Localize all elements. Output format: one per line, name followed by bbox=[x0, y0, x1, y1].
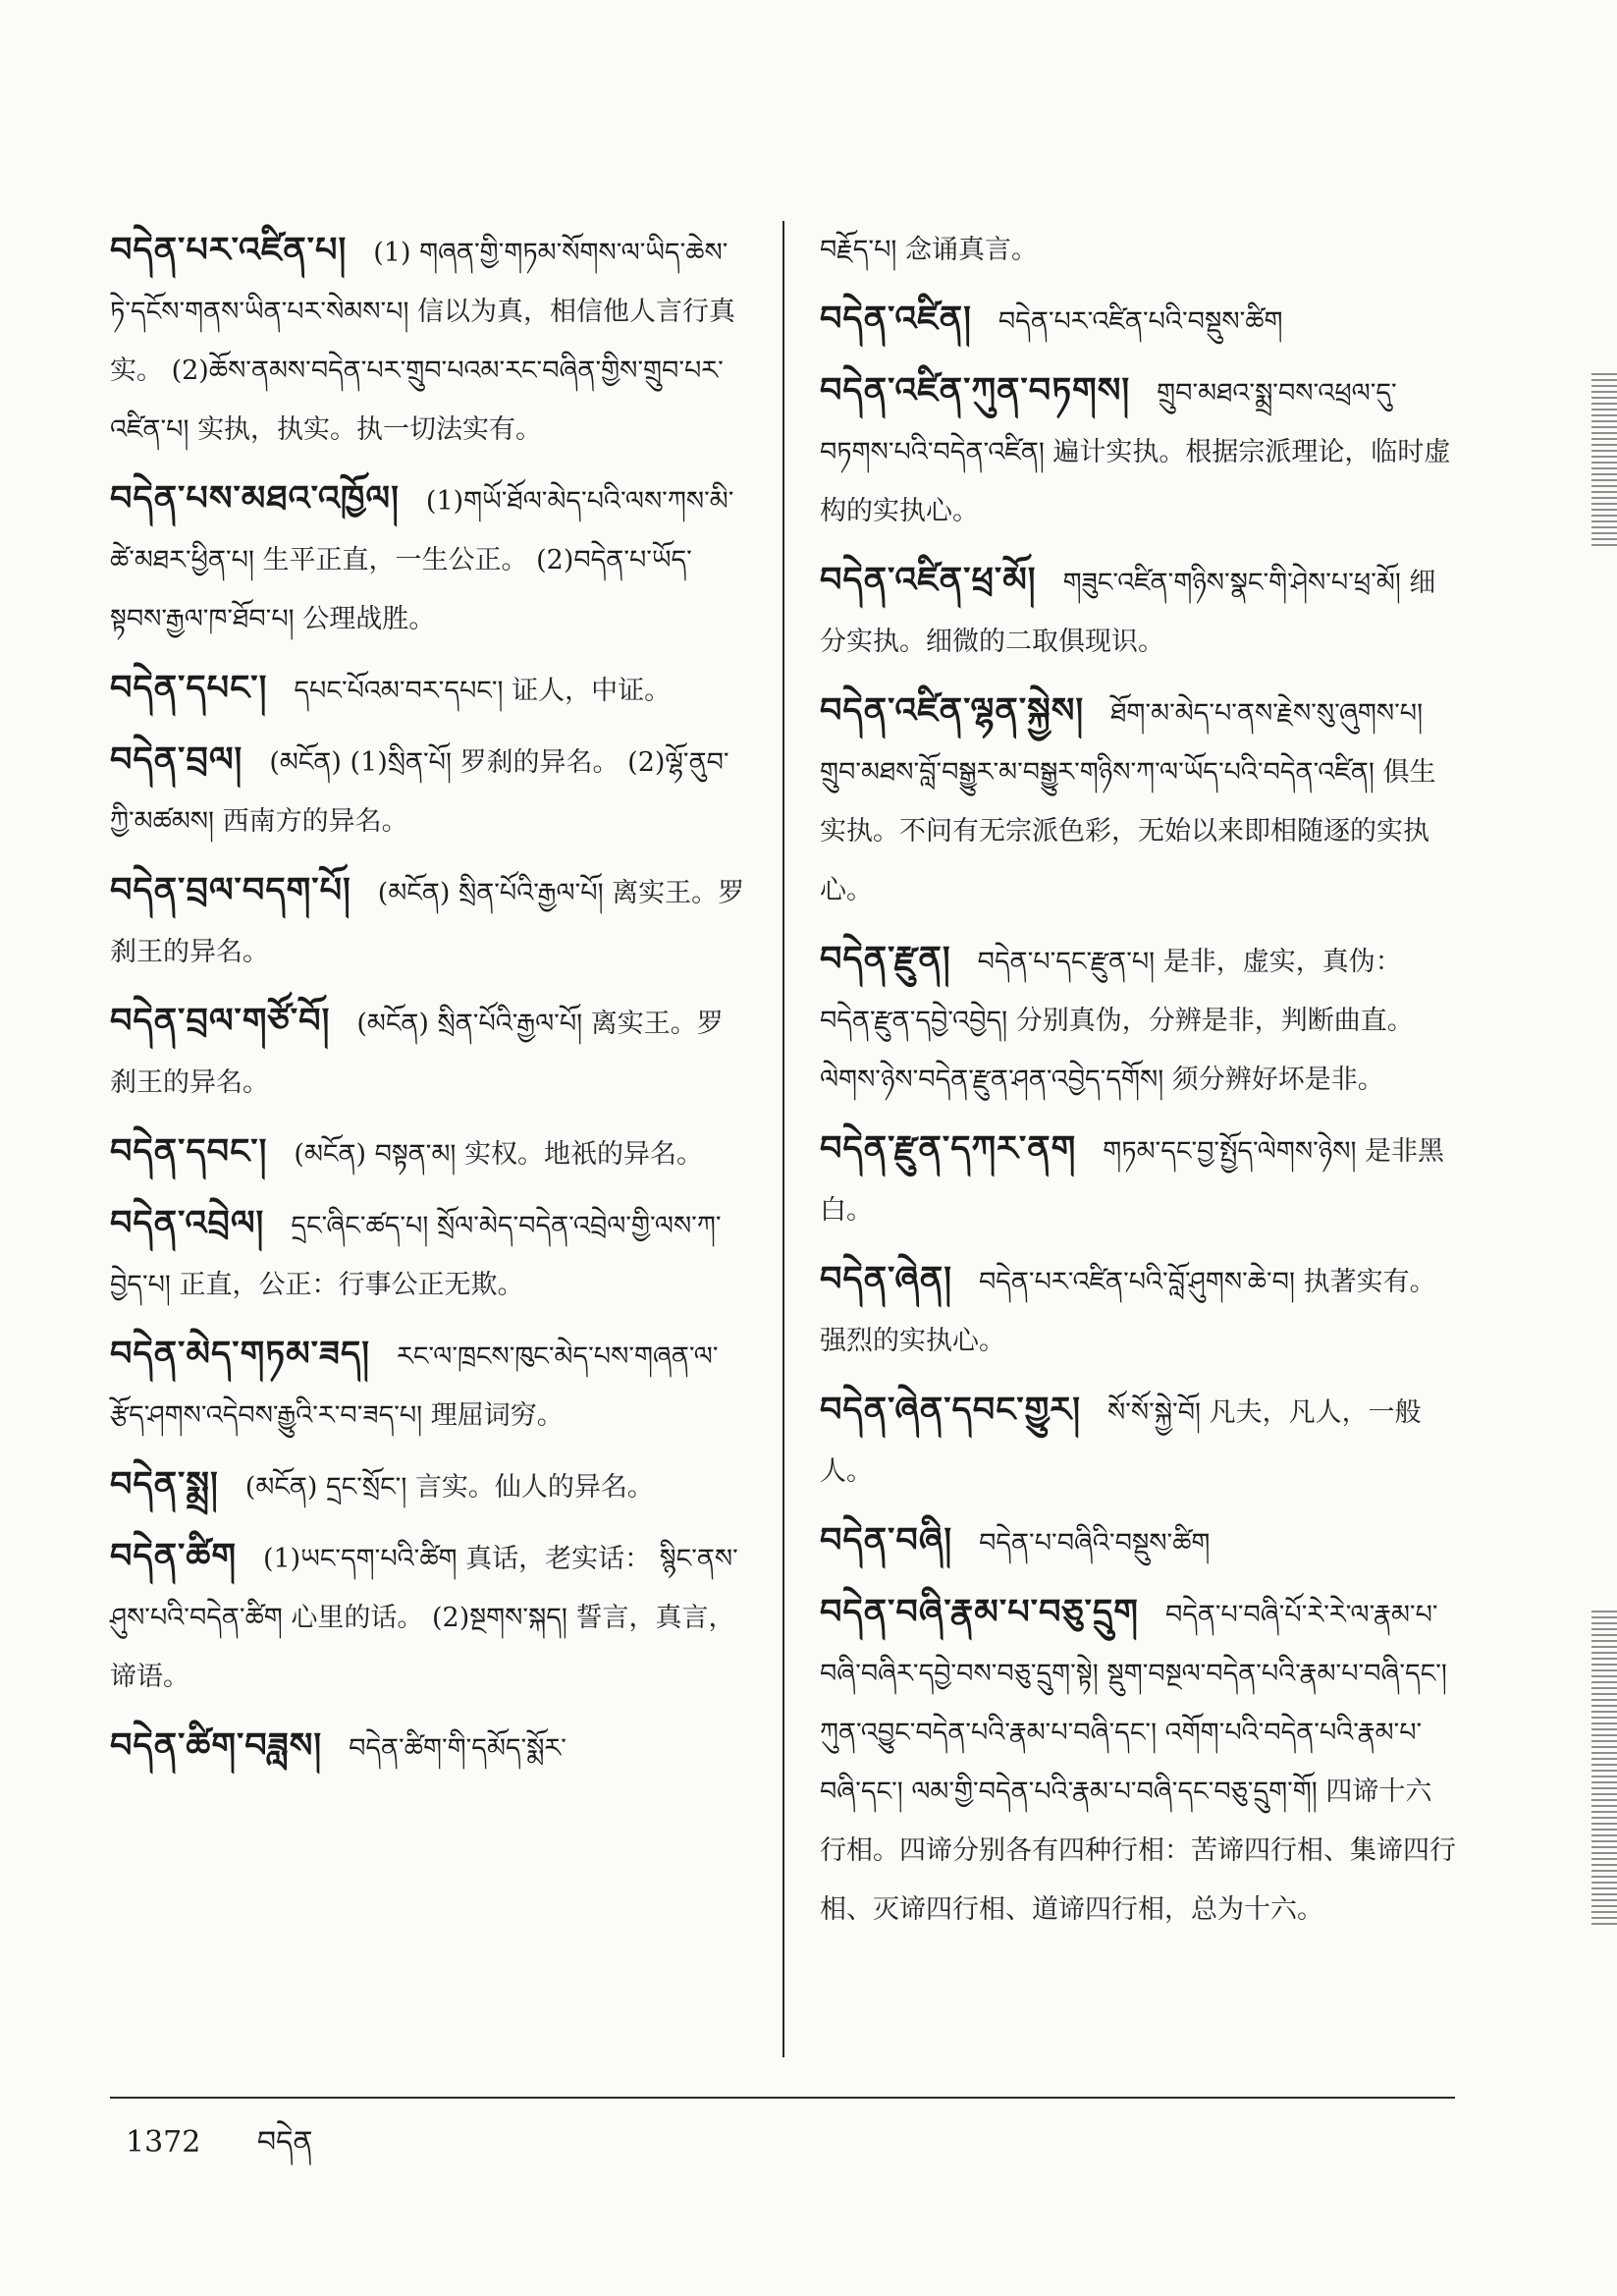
dictionary-entry bbox=[110, 861, 748, 982]
page-number: 1372 bbox=[126, 2125, 201, 2159]
chinese-translation: 正直，公正：行事公正无欺。 bbox=[179, 1270, 524, 1300]
tibetan-definition: བདེན་པར་འཛིན་པའི་བསྡུས་ཚིག bbox=[997, 306, 1283, 337]
dictionary-entry bbox=[820, 930, 1458, 1110]
tibetan-definition: (2)སྔགས་སྐད། bbox=[431, 1603, 567, 1633]
chinese-translation: 证人，中证。 bbox=[512, 676, 672, 706]
chinese-translation: 四谛十六行相。四谛分别各有四种行相：苦谛四行相、集谛四行相、灭谛四行相、道谛四行相，总为十六。 bbox=[820, 1777, 1456, 1925]
entry-headword: བདེན་ཞེན། bbox=[820, 1259, 952, 1299]
tibetan-definition: བདེན་རྫུན་དབྱེ་འབྱེད། bbox=[820, 1006, 1008, 1036]
entry-sense bbox=[245, 1472, 654, 1503]
entry-headword: བདེན་འཛིན་ཀུན་བཏགས། bbox=[820, 370, 1131, 410]
dictionary-entry bbox=[110, 992, 748, 1113]
dictionary-entry bbox=[110, 221, 748, 460]
chinese-translation: 生平正直，一生公正。 bbox=[262, 545, 528, 575]
entry-headword: བདེན་པས་མཐའ་འཁྱོལ། bbox=[110, 478, 400, 519]
entry-headword: བདེན་མེད་གཏམ་ཟད། bbox=[110, 1334, 371, 1374]
chinese-translation: 心里的话。 bbox=[291, 1603, 424, 1633]
tibetan-definition: བདེན་ཚིག་གི་དམོད་སྨོར་ bbox=[349, 1733, 566, 1764]
entry-sense bbox=[820, 1600, 1456, 1925]
tibetan-definition: བདེན་པར་འཛིན་པའི་བློ་ཤུགས་ཆེ་བ། bbox=[978, 1267, 1295, 1297]
entry-headword: བདེན་རྫུན། bbox=[820, 939, 951, 979]
chinese-translation: 罗刹的异名。 bbox=[459, 747, 620, 778]
tibetan-definition: གཏམ་དང་བྱ་སྤྱོད་ལེགས་ཉེས། bbox=[1103, 1136, 1357, 1167]
entry-headword: བདེན་དབང་། bbox=[110, 1131, 268, 1172]
entry-sense bbox=[349, 1733, 566, 1764]
entry-headword: བདེན་སྨྲ། bbox=[110, 1464, 219, 1504]
chinese-translation: 誓言，真言，谛语。 bbox=[110, 1603, 735, 1692]
dictionary-entry bbox=[820, 1120, 1458, 1240]
tibetan-definition: (མངོན) སྲིན་པོའི་རྒྱལ་པོ། bbox=[356, 1009, 583, 1039]
entry-sense bbox=[998, 306, 1283, 337]
chinese-translation: 真话，老实话： bbox=[465, 1544, 652, 1574]
entry-sense bbox=[978, 947, 1402, 977]
chinese-translation: 凡夫，凡人，一般人。 bbox=[820, 1397, 1422, 1487]
tibetan-definition: (མངོན) སྲིན་པོའི་རྒྱལ་པོ། bbox=[377, 878, 604, 908]
scan-edge-mark bbox=[1591, 373, 1617, 550]
dictionary-entry bbox=[110, 1122, 748, 1184]
entry-headword: བདེན་འབྲེལ། bbox=[110, 1203, 265, 1243]
chinese-translation: 执著实有。强烈的实执心。 bbox=[820, 1267, 1436, 1356]
entry-sense bbox=[820, 1006, 1414, 1036]
left-column bbox=[110, 221, 748, 1788]
tibetan-definition: སྙིང་ནས་ཤུས་པའི་བདེན་ཚིག bbox=[110, 1544, 738, 1633]
dictionary-entry bbox=[820, 290, 1458, 352]
chinese-translation: 是非，虚实，真伪： bbox=[1162, 947, 1402, 977]
tibetan-definition: བདེན་པ་དང་རྫུན་པ། bbox=[977, 947, 1156, 977]
entry-sense bbox=[263, 1544, 660, 1574]
chinese-translation: 实权。地祇的异名。 bbox=[464, 1139, 704, 1170]
tibetan-definition: ལེགས་ཉེས་བདེན་རྫུན་ཤན་འབྱེད་དགོས། bbox=[820, 1065, 1164, 1095]
dictionary-entry bbox=[110, 1194, 748, 1315]
entry-headword: བདེན་བྲལ། bbox=[110, 739, 243, 780]
dictionary-entry bbox=[110, 469, 748, 649]
tibetan-definition: སོ་སོ་སྐྱེ་བོ། bbox=[1107, 1397, 1202, 1428]
tibetan-definition: (2)བདེན་པ་ཡོད་སྟབས་རྒྱལ་ཁ་ཐོབ་པ། bbox=[110, 545, 692, 634]
chinese-translation: 实执，执实。执一切法实有。 bbox=[197, 414, 543, 445]
tibetan-definition: (1) གཞན་གྱི་གཏམ་སོགས་ལ་ཡིད་ཆེས་ཏེ་དངོས་གནས་ཡིན་པར་སེམས་པ། bbox=[110, 238, 728, 327]
running-head: བདེན bbox=[256, 2125, 313, 2159]
entry-headword: བདེན་དཔང་། bbox=[110, 668, 268, 708]
footer-rule bbox=[110, 2097, 1455, 2099]
entry-headword: བདེན་བཞི་རྣམ་པ་བཅུ་དྲུག bbox=[820, 1592, 1139, 1632]
tibetan-definition: བདེན་པ་བཞིའི་བསྡུས་ཚིག bbox=[979, 1528, 1211, 1558]
scan-edge-mark bbox=[1591, 1611, 1617, 1925]
entry-headword: བདེན་བྲལ་བདག་པོ། bbox=[110, 870, 351, 910]
chinese-translation: 西南方的异名。 bbox=[222, 806, 408, 837]
dictionary-entry bbox=[110, 1717, 748, 1778]
chinese-translation: 离实王。罗刹王的异名。 bbox=[110, 878, 745, 967]
tibetan-definition: (མངོན) བསྟན་མ། bbox=[294, 1139, 457, 1170]
chinese-translation: 念诵真言。 bbox=[904, 235, 1038, 265]
entry-headword: བདེན་ཚིག bbox=[110, 1536, 237, 1576]
entry-sense bbox=[110, 355, 724, 445]
entry-headword: བདེན་འཛིན། bbox=[820, 299, 972, 339]
tibetan-definition: ཐོག་མ་མེད་པ་ནས་རྗེས་སུ་ཞུགས་པ། གྲུབ་མཐས་བློ་བསྒྱུར་མ་བསྒྱུར་གཉིས་ཀ་ལ་ཡོད་པའི་བདེན་འཛིན། bbox=[820, 698, 1424, 788]
entry-headword: བདེན་པར་འཛིན་པ། bbox=[110, 230, 348, 270]
entry-sense bbox=[820, 1065, 1384, 1095]
tibetan-definition: (མངོན) དྲང་སྲོང་། bbox=[244, 1472, 407, 1503]
right-column bbox=[820, 221, 1458, 1949]
entry-sense bbox=[294, 1139, 703, 1170]
chinese-translation: 理屈词穷。 bbox=[430, 1400, 564, 1431]
entry-sense bbox=[979, 1528, 1210, 1558]
tibetan-definition: (2)ཆོས་ནམས་བདེན་པར་གྲུབ་པའམ་རང་བཞིན་གྱིས་གྲུབ་པར་འཛིན་པ། bbox=[110, 355, 724, 445]
dictionary-entry bbox=[820, 1250, 1458, 1371]
entry-sense bbox=[294, 676, 671, 706]
tibetan-definition: གཟུང་འཛིན་གཉིས་སྣང་གི་ཤེས་པ་ཕྲ་མོ། bbox=[1062, 568, 1401, 598]
chinese-translation: 分别真伪，分辨是非，判断曲直。 bbox=[1015, 1006, 1414, 1036]
chinese-translation: 公理战胜。 bbox=[302, 604, 436, 634]
entry-sense bbox=[269, 747, 627, 778]
chinese-translation: 离实王。罗刹王的异名。 bbox=[110, 1009, 724, 1098]
tibetan-definition: བདེན་པ་བཞི་པོ་རེ་རེ་ལ་རྣམ་པ་བཞི་བཞིར་དབྱེ་བས་བཅུ་དྲུག་སྟེ། སྡུག་བསྔལ་བདེན་པའི་རྣམ་པ་བཞི་དང་། ཀུན་འབྱུང་བདེན་པའི་རྣམ་པ་བཞི་དང་། འགོག་པའི་བདེན་པའི་རྣམ་པ་བཞི་དང་། ལམ་གྱི་བདེན་པའི་རྣམ་པ་བཞི་དང་བཅུ་དྲུག་གོ། bbox=[820, 1600, 1447, 1807]
tibetan-definition: (2)ལྷོ་ནུབ་ཀྱི་མཚམས། bbox=[110, 747, 729, 837]
chinese-translation: 言实。仙人的异名。 bbox=[414, 1472, 654, 1503]
entry-headword: བདེན་ཞེན་དབང་གྱུར། bbox=[820, 1390, 1082, 1430]
entry-sense bbox=[820, 235, 1038, 265]
dictionary-entry bbox=[820, 551, 1458, 672]
tibetan-definition: (མངོན) (1)སྲིན་པོ། bbox=[269, 747, 452, 778]
chinese-translation: 信以为真，相信他人言行真实。 bbox=[110, 297, 736, 386]
tibetan-definition: (1)གཡོ་ཐོལ་མེད་པའི་ལས་ཀས་མི་ཚེ་མཐར་ཕྱིན་པ། bbox=[110, 486, 734, 575]
tibetan-definition: དཔང་པོའམ་བར་དཔང་། bbox=[294, 676, 504, 706]
dictionary-entry bbox=[110, 731, 748, 851]
entry-headword: བདེན་འཛིན་ཕྲ་མོ། bbox=[820, 560, 1037, 600]
dictionary-entry bbox=[820, 1583, 1458, 1940]
dictionary-entry bbox=[110, 1527, 748, 1707]
dictionary-entry bbox=[820, 361, 1458, 541]
dictionary-entry bbox=[110, 1455, 748, 1517]
entry-headword: བདེན་བཞི། bbox=[820, 1520, 953, 1560]
dictionary-entry bbox=[820, 221, 1458, 280]
entry-headword: བདེན་འཛིན་ལྷན་སྐྱེས། bbox=[820, 690, 1085, 731]
chinese-translation: 遍计实执。根据宗派理论，临时虚构的实执心。 bbox=[820, 437, 1451, 526]
page-footer bbox=[126, 2109, 313, 2192]
dictionary-entry bbox=[820, 1511, 1458, 1573]
entry-headword: བདེན་རྫུན་དཀར་ནག bbox=[820, 1128, 1077, 1169]
dictionary-entry bbox=[110, 1325, 748, 1446]
tibetan-definition: གྲུབ་མཐའ་སྨྲ་བས་འཕྲལ་དུ་བཏགས་པའི་བདེན་འཛིན། bbox=[820, 378, 1397, 467]
chinese-translation: 俱生实执。不问有无宗派色彩，无始以来即相随逐的实执心。 bbox=[820, 757, 1436, 905]
tibetan-definition: (1)ཡང་དག་པའི་ཚིག bbox=[262, 1544, 458, 1574]
dictionary-entry bbox=[820, 682, 1458, 920]
chinese-translation: 须分辨好坏是非。 bbox=[1171, 1065, 1384, 1095]
chinese-translation: 是非黑白。 bbox=[820, 1136, 1445, 1226]
tibetan-definition: དྲང་ཞིང་ཚད་པ། སྲོལ་མེད་བདེན་འབྲེལ་གྱི་ལས་ཀ་བྱེད་པ། bbox=[110, 1211, 722, 1300]
chinese-translation: 细分实执。细微的二取俱现识。 bbox=[820, 568, 1436, 657]
column-divider bbox=[782, 221, 784, 2057]
entry-headword: བདེན་ཚིག་བཟླས། bbox=[110, 1725, 323, 1766]
dictionary-entry bbox=[110, 659, 748, 721]
tibetan-definition: བརྗོད་པ། bbox=[820, 235, 897, 265]
entry-headword: བདེན་བྲལ་གཙོ་བོ། bbox=[110, 1001, 331, 1041]
dictionary-entry bbox=[820, 1381, 1458, 1502]
tibetan-definition: རང་ལ་ཁྲངས་ཁུང་མེད་པས་གཞན་ལ་རྩོད་ཤགས་འདེབས་རྒྱུའི་ར་བ་ཟད་པ། bbox=[110, 1341, 719, 1431]
